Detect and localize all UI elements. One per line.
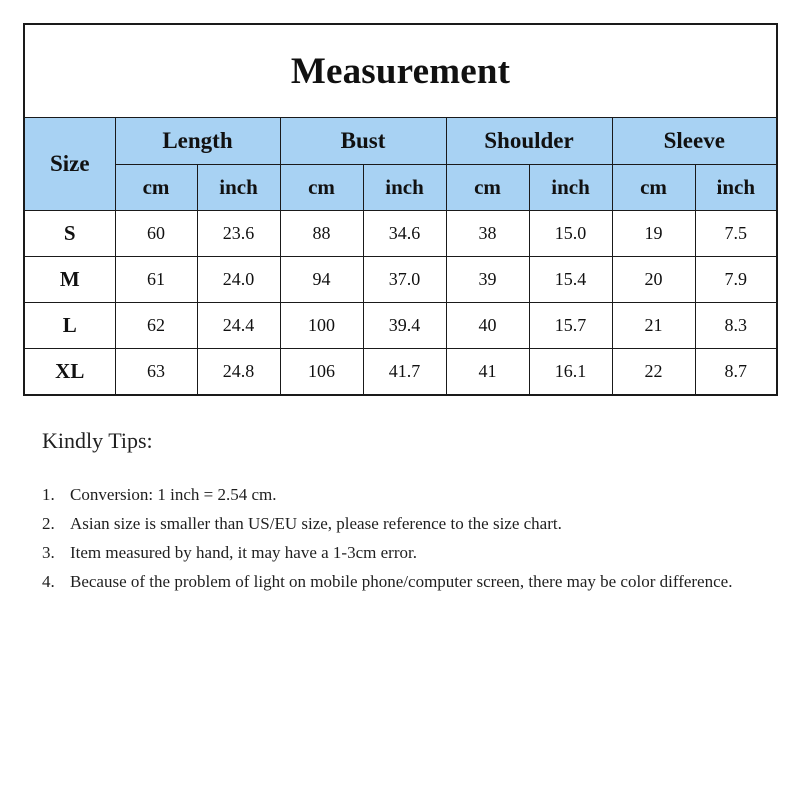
size-label: L	[24, 303, 115, 349]
tip-number: 3.	[42, 543, 55, 562]
table-row	[24, 210, 777, 256]
bust-cm-value: 94	[280, 256, 363, 302]
sleeve-cm-value: 21	[612, 303, 695, 349]
bust-inch-value: 39.4	[363, 303, 446, 349]
list-item	[42, 480, 762, 509]
length-cm-header: cm	[115, 164, 197, 210]
tips-section	[42, 428, 762, 596]
size-chart-table	[23, 23, 778, 396]
tip-text: Conversion: 1 inch = 2.54 cm.	[70, 485, 277, 504]
sleeve-inch-header: inch	[695, 164, 777, 210]
tip-text: Because of the problem of light on mobile phone/computer screen, there may be color difference.	[70, 572, 733, 591]
shoulder-inch-value: 16.1	[529, 349, 612, 395]
shoulder-inch-value: 15.7	[529, 303, 612, 349]
tip-number: 1.	[42, 485, 55, 504]
shoulder-cm-header: cm	[446, 164, 529, 210]
sleeve-inch-value: 8.3	[695, 303, 777, 349]
bust-inch-value: 34.6	[363, 210, 446, 256]
length-inch-value: 24.8	[197, 349, 280, 395]
length-cm-value: 61	[115, 256, 197, 302]
sleeve-cm-value: 19	[612, 210, 695, 256]
shoulder-inch-header: inch	[529, 164, 612, 210]
list-item	[42, 538, 762, 567]
length-inch-value: 24.0	[197, 256, 280, 302]
sleeve-cm-header: cm	[612, 164, 695, 210]
shoulder-cm-value: 40	[446, 303, 529, 349]
length-inch-header: inch	[197, 164, 280, 210]
bust-inch-value: 41.7	[363, 349, 446, 395]
bust-inch-header: inch	[363, 164, 446, 210]
shoulder-inch-value: 15.0	[529, 210, 612, 256]
sleeve-inch-value: 8.7	[695, 349, 777, 395]
shoulder-inch-value: 15.4	[529, 256, 612, 302]
tip-number: 2.	[42, 514, 55, 533]
list-item	[42, 509, 762, 538]
tip-text: Item measured by hand, it may have a 1-3cm error.	[70, 543, 417, 562]
length-cm-value: 63	[115, 349, 197, 395]
sleeve-cm-value: 22	[612, 349, 695, 395]
size-label: M	[24, 256, 115, 302]
sleeve-header: Sleeve	[612, 118, 777, 164]
bust-cm-header: cm	[280, 164, 363, 210]
length-inch-value: 24.4	[197, 303, 280, 349]
tips-list	[42, 480, 762, 596]
tip-number: 4.	[42, 572, 55, 591]
table-row	[24, 303, 777, 349]
bust-cm-value: 88	[280, 210, 363, 256]
tips-heading: Kindly Tips:	[42, 428, 153, 453]
size-column-header: Size	[24, 118, 115, 210]
table-row	[24, 349, 777, 395]
sleeve-inch-value: 7.5	[695, 210, 777, 256]
length-cm-value: 60	[115, 210, 197, 256]
table-title: Measurement	[24, 24, 777, 118]
size-label: S	[24, 210, 115, 256]
bust-cm-value: 106	[280, 349, 363, 395]
sleeve-inch-value: 7.9	[695, 256, 777, 302]
length-cm-value: 62	[115, 303, 197, 349]
shoulder-cm-value: 39	[446, 256, 529, 302]
length-inch-value: 23.6	[197, 210, 280, 256]
sleeve-cm-value: 20	[612, 256, 695, 302]
length-header: Length	[115, 118, 280, 164]
bust-inch-value: 37.0	[363, 256, 446, 302]
shoulder-header: Shoulder	[446, 118, 612, 164]
bust-cm-value: 100	[280, 303, 363, 349]
list-item	[42, 567, 762, 596]
tip-text: Asian size is smaller than US/EU size, please reference to the size chart.	[70, 514, 562, 533]
shoulder-cm-value: 41	[446, 349, 529, 395]
size-label: XL	[24, 349, 115, 395]
shoulder-cm-value: 38	[446, 210, 529, 256]
bust-header: Bust	[280, 118, 446, 164]
table-row	[24, 256, 777, 302]
